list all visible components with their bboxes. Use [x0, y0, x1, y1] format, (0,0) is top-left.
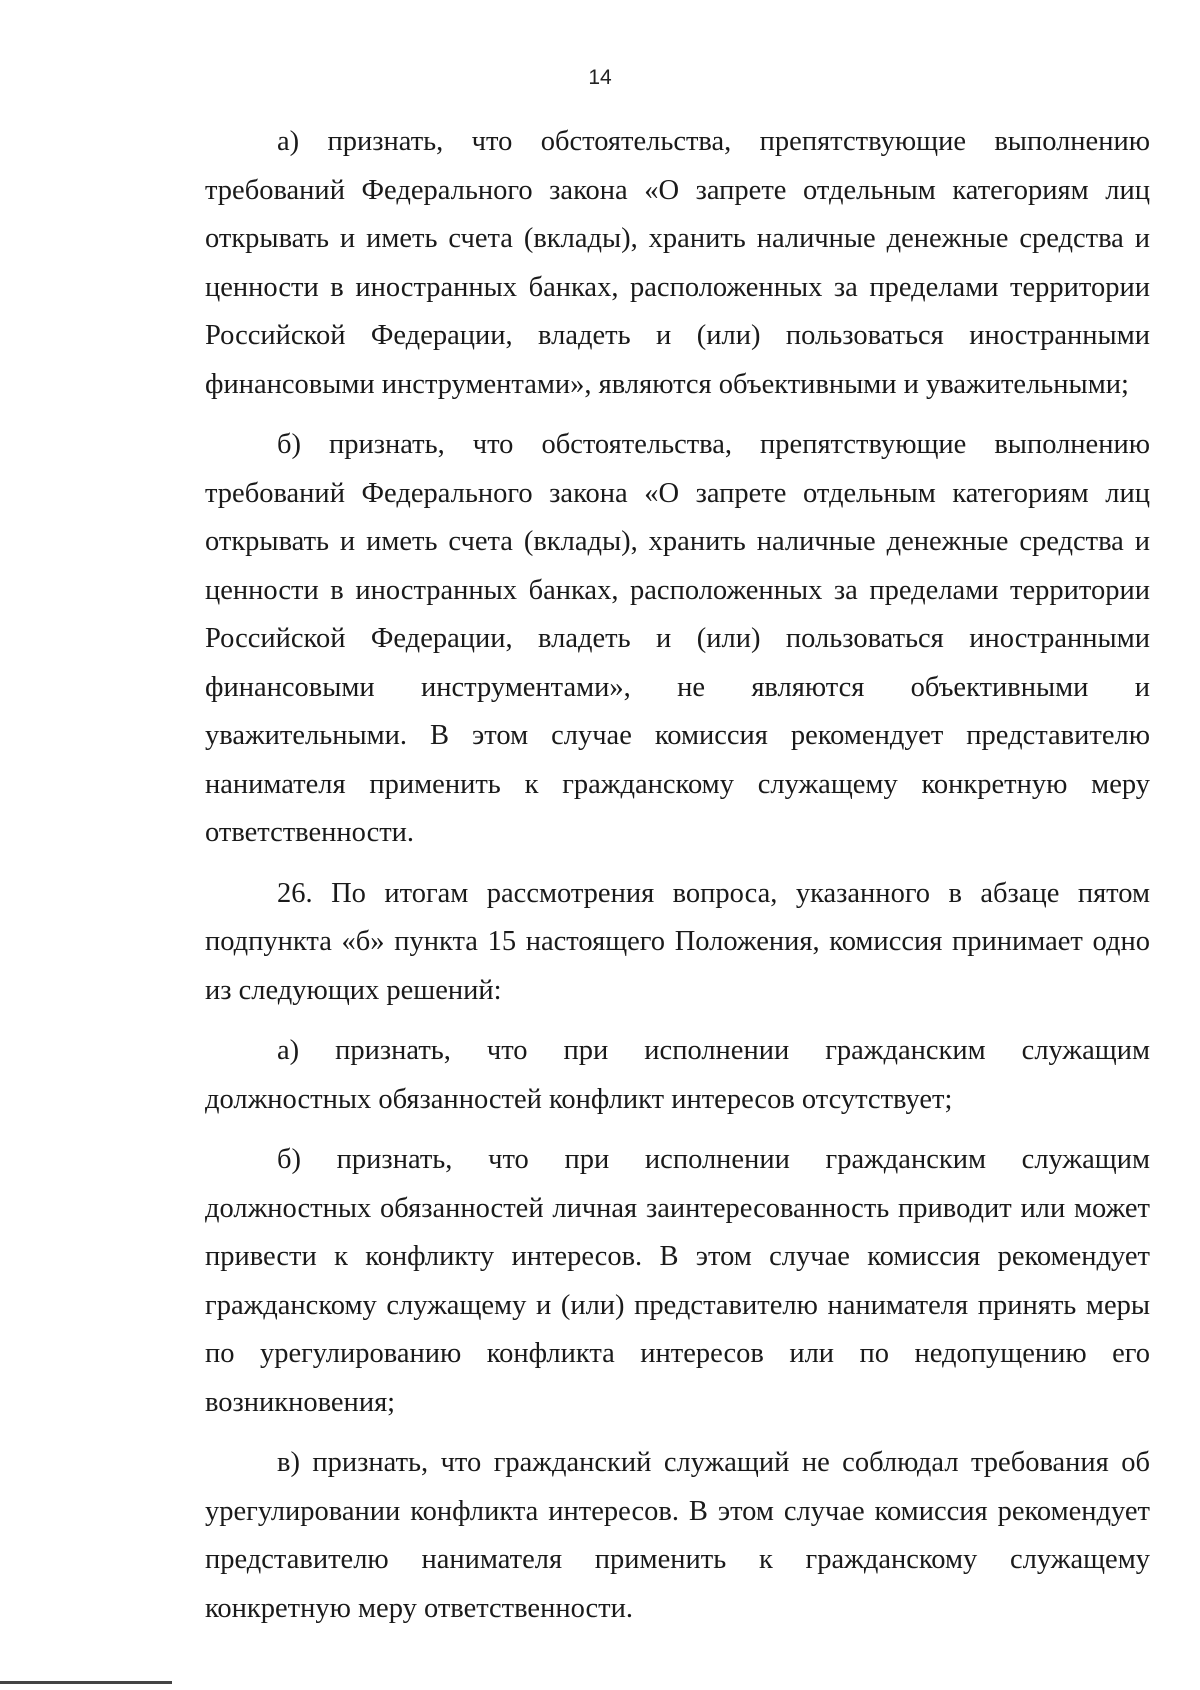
paragraph-26-a: а) признать, что при исполнении гражданским служащим должностных обязанностей конфликт интересов отсутствует; [205, 1035, 1150, 1115]
paragraph-26-v: в) признать, что гражданский служащий не соблюдал требования об урегулировании конфликта интересов. В этом случае комиссия рекомендует представителю нанимателя применить к гражданскому служащему конкретную меру ответственности. [205, 1447, 1150, 1624]
scan-edge-mark [0, 1681, 172, 1684]
paragraph-item-26: 26. По итогам рассмотрения вопроса, указанного в абзаце пятом подпункта «б» пункта 15 настоящего Положения, комиссия принимает одно из следующих решений: [205, 877, 1150, 1006]
paragraph-26-b: б) признать, что при исполнении гражданским служащим должностных обязанностей личная заинтересованность приводит или может привести к конфликту интересов. В этом случае комиссия рекомендует гражданскому служащему и (или) представителю нанимателя принять меры по урегулированию конфликта интересов или по недопущению его возникновения; [205, 1144, 1150, 1418]
page-number: 14 [588, 66, 612, 89]
document-body [205, 118, 1150, 1633]
paragraph-b-not-objective: б) признать, что обстоятельства, препятствующие выполнению требований Федерального закона «О запрете отдельным категориям лиц открывать и иметь счета (вклады), хранить наличные денежные средства и ценности в иностранных банках, расположенных за пределами территории Российской Федерации, владеть и (или) пользоваться иностранными финансовыми инструментами», не являются объективными и уважительными. В этом случае комиссия рекомендует представителю нанимателя применить к гражданскому служащему конкретную меру ответственности. [205, 429, 1150, 848]
paragraph-a-objective: а) признать, что обстоятельства, препятствующие выполнению требований Федерального закона «О запрете отдельным категориям лиц открывать и иметь счета (вклады), хранить наличные денежные средства и ценности в иностранных банках, расположенных за пределами территории Российской Федерации, владеть и (или) пользоваться иностранными финансовыми инструментами», являются объективными и уважительными; [205, 126, 1150, 400]
